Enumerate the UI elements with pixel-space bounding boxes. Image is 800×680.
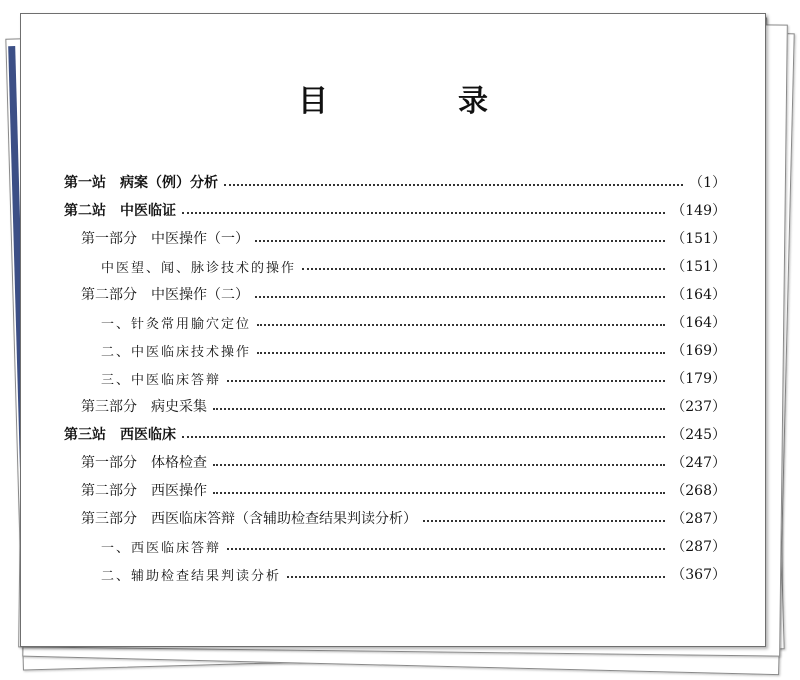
toc-entry-page-number: （179） bbox=[671, 371, 726, 387]
toc-entry-title: 第二站 中医临证 bbox=[64, 203, 176, 219]
toc-entry-page-number: （164） bbox=[671, 315, 726, 331]
toc-leader-dots bbox=[182, 211, 665, 214]
toc-entry[interactable] bbox=[64, 424, 726, 444]
toc-leader-dots bbox=[257, 351, 665, 354]
toc-entry-title: 第二部分 中医操作（二） bbox=[81, 287, 249, 303]
toc-leader-dots bbox=[213, 407, 665, 410]
toc-entry[interactable] bbox=[101, 564, 726, 584]
toc-entry-title: 一、西医临床答辩 bbox=[101, 540, 222, 556]
page-title: 目 录 bbox=[298, 84, 538, 119]
toc-leader-dots bbox=[257, 323, 665, 326]
toc-entry-page-number: （164） bbox=[671, 287, 726, 303]
toc-leader-dots bbox=[255, 295, 665, 298]
toc-entry-title: 第一部分 体格检查 bbox=[81, 455, 207, 471]
toc-leader-dots bbox=[213, 463, 665, 466]
toc-entry-title: 中医望、闻、脉诊技术的操作 bbox=[101, 260, 297, 276]
toc-leader-dots bbox=[423, 519, 665, 522]
toc-leader-dots bbox=[287, 575, 665, 578]
toc-entry[interactable] bbox=[101, 368, 726, 388]
toc-leader-dots bbox=[227, 547, 665, 550]
toc-entry[interactable] bbox=[101, 536, 726, 556]
toc-entry[interactable] bbox=[101, 256, 726, 276]
toc-entry[interactable] bbox=[81, 508, 726, 528]
toc-leader-dots bbox=[224, 183, 683, 186]
toc-entry-title: 第二部分 西医操作 bbox=[81, 483, 207, 499]
toc-entry[interactable] bbox=[81, 452, 726, 472]
toc-entry-page-number: （367） bbox=[671, 567, 726, 583]
toc-entry-page-number: （151） bbox=[671, 231, 726, 247]
toc-leader-dots bbox=[227, 379, 665, 382]
toc-entry-page-number: （151） bbox=[671, 259, 726, 275]
toc-entry-title: 二、辅助检查结果判读分析 bbox=[101, 568, 282, 584]
toc-leader-dots bbox=[255, 239, 665, 242]
toc-leader-dots bbox=[213, 491, 665, 494]
toc-entry-title: 第三部分 西医临床答辩（含辅助检查结果判读分析） bbox=[81, 511, 417, 527]
toc-entry-page-number: （247） bbox=[671, 455, 726, 471]
toc-entry-page-number: （287） bbox=[671, 511, 726, 527]
toc-entry-title: 一、针灸常用腧穴定位 bbox=[101, 316, 252, 332]
toc-entry[interactable] bbox=[81, 284, 726, 304]
toc-entry[interactable] bbox=[81, 396, 726, 416]
toc-entry-title: 二、中医临床技术操作 bbox=[101, 344, 252, 360]
toc-entry-page-number: （149） bbox=[671, 203, 726, 219]
toc-entry-title: 第一站 病案（例）分析 bbox=[64, 175, 218, 191]
toc-entry[interactable] bbox=[101, 312, 726, 332]
toc-leader-dots bbox=[302, 267, 665, 270]
toc-entry[interactable] bbox=[101, 340, 726, 360]
toc-entry-page-number: （169） bbox=[671, 343, 726, 359]
toc-entry[interactable] bbox=[81, 480, 726, 500]
toc-entry-page-number: （287） bbox=[671, 539, 726, 555]
toc-entry-title: 第一部分 中医操作（一） bbox=[81, 231, 249, 247]
toc-entry[interactable] bbox=[64, 172, 726, 192]
toc-entry[interactable] bbox=[64, 200, 726, 220]
toc-page bbox=[20, 13, 766, 647]
toc-entry-page-number: （268） bbox=[671, 483, 726, 499]
toc-entry-page-number: （1） bbox=[689, 175, 726, 191]
toc-entry-title: 第三站 西医临床 bbox=[64, 427, 176, 443]
toc-leader-dots bbox=[182, 435, 665, 438]
toc-entry-page-number: （237） bbox=[671, 399, 726, 415]
toc-entry-title: 三、中医临床答辩 bbox=[101, 372, 222, 388]
toc-entry-title: 第三部分 病史采集 bbox=[81, 399, 207, 415]
toc-entry[interactable] bbox=[81, 228, 726, 248]
toc-entry-page-number: （245） bbox=[671, 427, 726, 443]
